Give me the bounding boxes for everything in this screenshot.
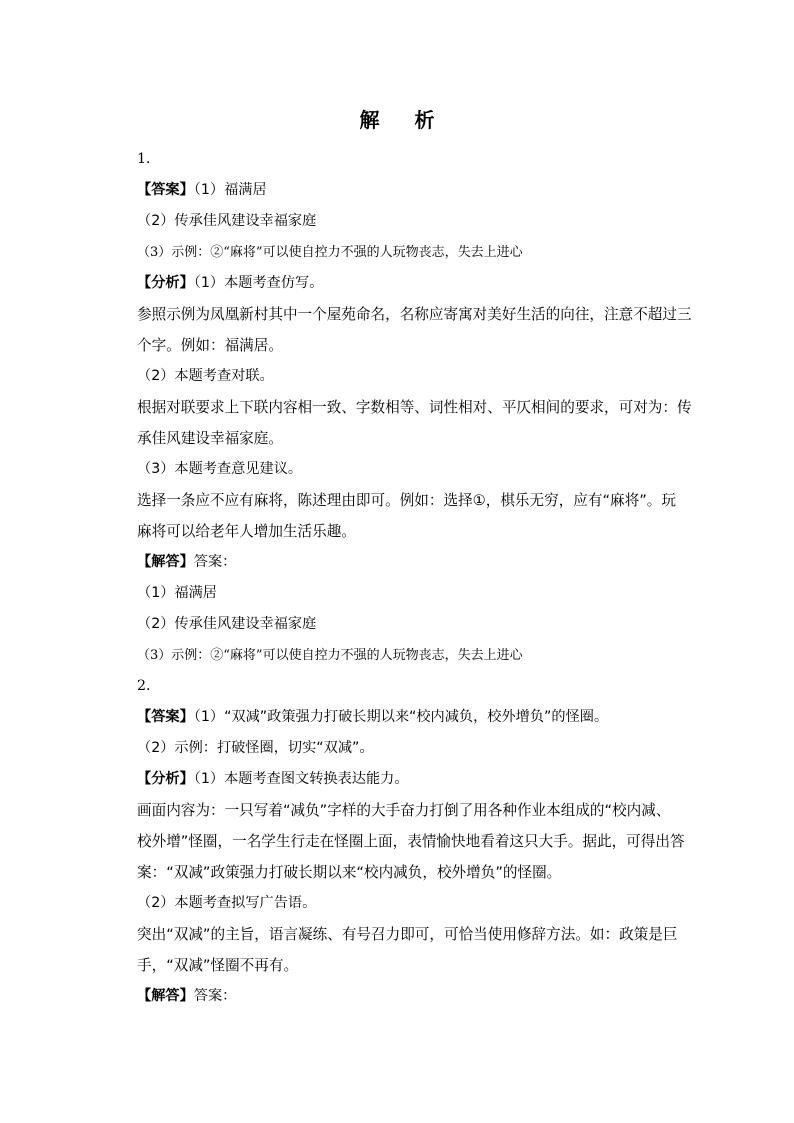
- analysis-section: [137, 764, 682, 795]
- analysis-heading: （1）本题考查仿写。: [193, 275, 324, 291]
- analysis-heading: （3）本题考查意见建议。: [137, 461, 303, 477]
- analysis-paragraph-line: 校外增”怪圈，一名学生行走在怪圈上面，表情愉快地看着这只大手。据此，可得出答: [137, 833, 685, 850]
- answer-item: （1）“双减”政策强力打破长期以来“校内减负，校外增负”的怪圈。: [193, 709, 609, 725]
- solution-section: [137, 547, 682, 578]
- analysis-paragraph-line: 手，“双减”怪圈不再有。: [137, 957, 299, 974]
- solution-item: （2）传承佳风建设幸福家庭: [137, 616, 317, 632]
- analysis-heading: （1）本题考查图文转换表达能力。: [193, 771, 409, 787]
- solution-label: 【解答】: [137, 554, 194, 570]
- analysis-paragraph-line: 参照示例为凤凰新村其中一个屋苑命名，名称应寄寓对美好生活的向往，注意不超过三: [137, 306, 692, 323]
- answer-item: （3）示例：②“麻将”可以使自控力不强的人玩物丧志，失去上进心: [137, 245, 523, 260]
- answer-item: （2）示例：打破怪圈，切实“双减”。: [137, 740, 374, 756]
- analysis-paragraph-line: 根据对联要求上下联内容相一致、字数相等、词性相对、平仄相间的要求，可对为：传: [137, 399, 692, 416]
- analysis-paragraph-line: 承佳风建设幸福家庭。: [137, 430, 283, 447]
- question-number: 2．: [137, 678, 161, 694]
- analysis-paragraph-line: 选择一条应不应有麻将，陈述理由即可。例如：选择①，棋乐无穷，应有“麻将”。玩: [137, 492, 676, 509]
- answer-item: （2）传承佳风建设幸福家庭: [137, 213, 317, 229]
- solution-intro: 答案：: [193, 554, 237, 570]
- page-title: 解 析: [359, 108, 449, 132]
- answer-section: [137, 702, 682, 733]
- analysis-paragraph-line: 麻将可以给老年人增加生活乐趣。: [137, 523, 356, 540]
- solution-section: [137, 981, 682, 1012]
- document-body: [137, 144, 692, 1012]
- analysis-paragraph-line: 画面内容为：一只写着“减负”字样的大手奋力打倒了用各种作业本组成的“校内减、: [137, 802, 671, 819]
- analysis-label: 【分析】: [137, 275, 194, 291]
- answer-label: 【答案】: [137, 182, 194, 198]
- analysis-heading: （2）本题考查拟写广告语。: [137, 895, 317, 911]
- solution-intro: 答案：: [193, 988, 237, 1004]
- solution-item: （3）示例：②“麻将”可以使自控力不强的人玩物丧志，失去上进心: [137, 648, 523, 663]
- answer-section: [137, 175, 682, 206]
- analysis-paragraph-line: 个字。例如：福满居。: [137, 337, 283, 354]
- analysis-section: [137, 268, 682, 299]
- answer-label: 【答案】: [137, 709, 194, 725]
- solution-item: （1）福满居: [137, 585, 217, 601]
- analysis-heading: （2）本题考查对联。: [137, 368, 274, 384]
- analysis-paragraph-line: 突出“双减”的主旨，语言凝练、有号召力即可，可恰当使用修辞方法。如：政策是巨: [137, 926, 678, 943]
- solution-label: 【解答】: [137, 988, 194, 1004]
- analysis-label: 【分析】: [137, 771, 194, 787]
- question-number: 1．: [137, 151, 161, 167]
- answer-item: （1）福满居: [193, 182, 267, 198]
- analysis-paragraph-line: 案：“双减”政策强力打破长期以来“校内减负，校外增负”的怪圈。: [137, 864, 562, 881]
